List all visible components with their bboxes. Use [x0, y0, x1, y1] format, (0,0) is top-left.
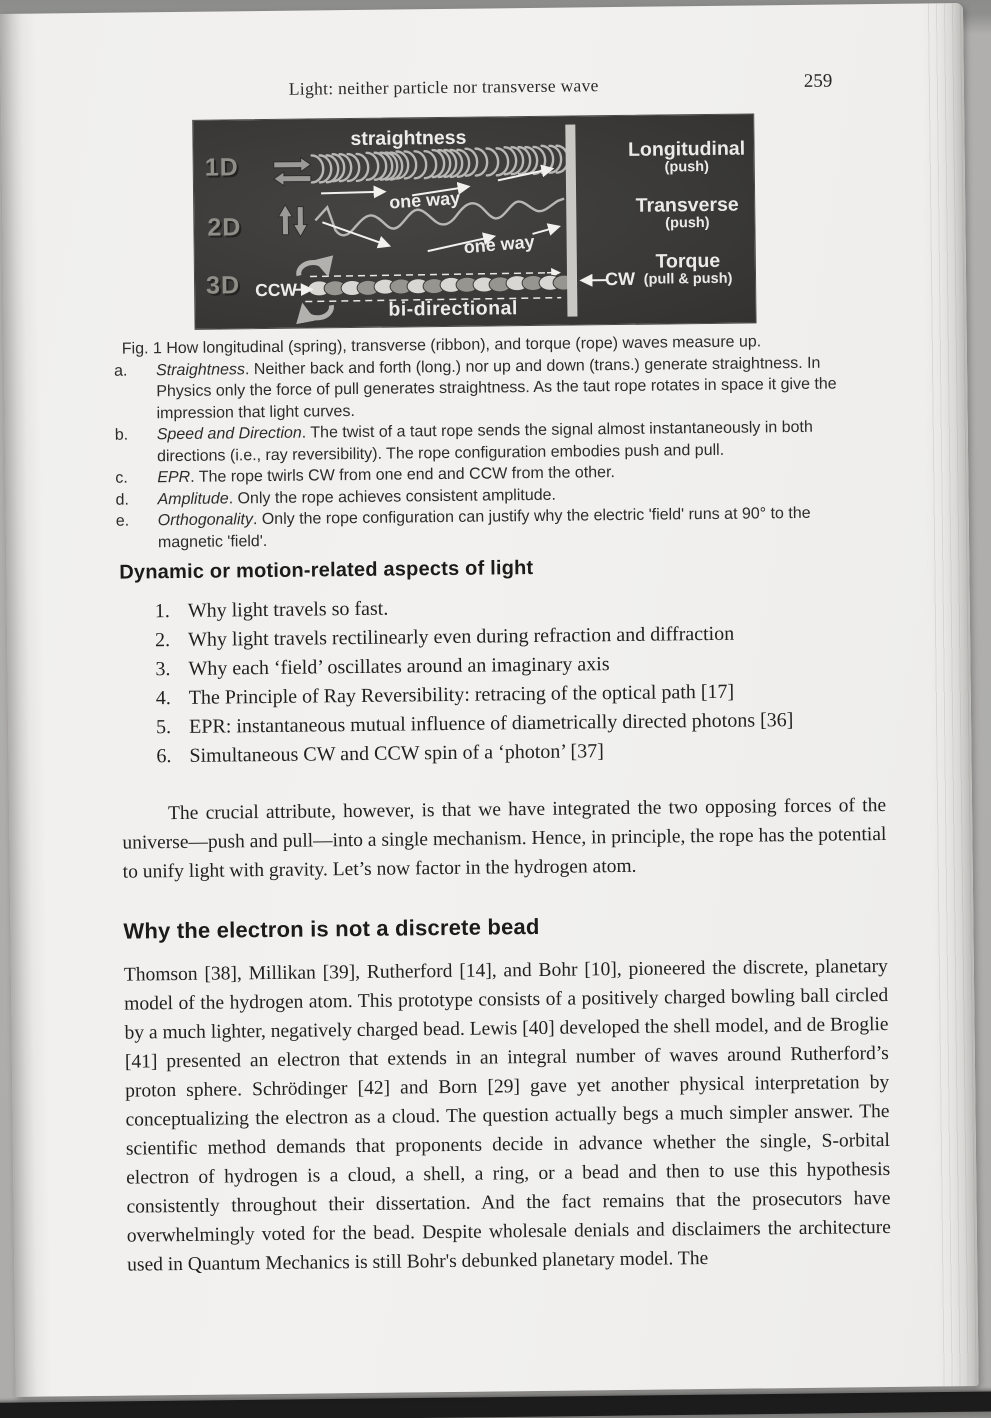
caption-item-e [112, 502, 857, 553]
legend-longitudinal [621, 138, 751, 176]
legend-longitudinal-sub: (push) [664, 159, 710, 176]
legend-torque-title: Torque [655, 249, 721, 273]
spring-coil-graphic [312, 146, 569, 183]
caption-item-term: EPR [157, 468, 191, 487]
list-item-number: 2. [154, 629, 171, 652]
dimension-label-3d: 3D [205, 271, 241, 300]
caption-item-text: . The twist of a taut rope sends the signal almost instantaneously in both directions (i.e., ray reversibility). The rope configuration embodies push and pull. [156, 418, 813, 465]
figure-caption [110, 330, 857, 553]
straightness-label: straightness [350, 126, 467, 151]
caption-item-letter: b. [114, 426, 129, 444]
legend-longitudinal-title: Longitudinal [627, 137, 746, 161]
legend-transverse [622, 194, 752, 232]
caption-item-letter: d. [115, 491, 129, 509]
figure-caption-lead: Fig. 1 How longitudinal (spring), transverse (ribbon), and torque (rope) waves measure up. [121, 333, 762, 358]
caption-item-letter: a. [113, 362, 128, 380]
one-way-label-top: one way [388, 187, 461, 213]
legend-transverse-title: Transverse [635, 193, 739, 217]
list-item-number: 1. [154, 600, 170, 623]
legend-torque [623, 250, 753, 288]
caption-item-letter: e. [115, 512, 130, 530]
one-way-arrow [532, 227, 558, 234]
caption-item-term: Amplitude [157, 489, 229, 508]
list-item-text: Why light travels so fast. [187, 597, 389, 622]
ccw-rotation-arrow-icon [303, 305, 331, 318]
legend-torque-sub: (pull & push) [643, 270, 733, 288]
list-item-text: EPR: instantaneous mutual influence of diametrically directed photons [36] [188, 709, 794, 738]
list-item-text: Simultaneous CW and CCW spin of a ‘photon’ [37] [189, 740, 604, 767]
list-item-number: 6. [156, 745, 172, 768]
legend-transverse-sub: (push) [665, 215, 710, 232]
dynamic-aspects-list [155, 589, 857, 771]
push-down-arrow-icon [293, 207, 307, 237]
list-item-text: The Principle of Ray Reversibility: retracing of the optical path [17] [188, 680, 735, 709]
figure-1-panel [192, 113, 756, 329]
page-number: 259 [803, 70, 833, 92]
list-item-number: 5. [155, 716, 172, 739]
dimension-label-1d: 1D [204, 153, 239, 182]
caption-item-text: . The rope twirls CW from one end and CCW from the other. [190, 464, 616, 486]
push-right-arrow-icon [274, 157, 311, 171]
book-page [0, 3, 979, 1397]
caption-item-text: . Only the rope achieves consistent amplitude. [228, 486, 557, 507]
cw-label: CW [604, 268, 636, 290]
one-way-label-mid: one way [462, 231, 536, 258]
section-heading-electron: Why the electron is not a discrete bead [123, 913, 540, 944]
caption-item-letter: c. [115, 469, 128, 487]
bidirectional-label: bi-directional [388, 297, 518, 321]
dimension-label-2d: 2D [207, 213, 242, 242]
rope-upper-dashed-line [310, 273, 545, 277]
caption-item-text: . Only the rope configuration can justify why the electric 'field' runs at 90° to the magnetic 'field'. [157, 504, 811, 551]
push-up-arrow-icon [278, 205, 292, 235]
ccw-label: CCW [255, 279, 298, 301]
running-head: Light: neither particle nor transverse wave [288, 75, 599, 99]
caption-item-text: . Neither back and forth (long.) nor up and down (trans.) generate straightness. In Physics only the force of pull generates straightness. As the taut rope rotates in space it give the impression that light curves. [156, 354, 837, 422]
list-item-text: Why light travels rectilinearly even during refraction and diffraction [187, 622, 735, 651]
list-item-text: Why each ‘field’ oscillates around an imaginary axis [188, 653, 610, 680]
list-item-number: 4. [155, 687, 171, 710]
caption-item-term: Straightness [155, 360, 246, 379]
section-heading-dynamic: Dynamic or motion-related aspects of light [119, 556, 534, 584]
one-way-arrow [321, 192, 384, 194]
list-item-number: 3. [155, 658, 171, 681]
body-paragraph-crucial-attribute: The crucial attribute, however, is that we have integrated the two opposing forces of the universe—push and pull—into a single mechanism. Hence, in principle, the rope has the potential to unify light with gravity. Let’s now factor in the hydrogen atom. [122, 795, 887, 883]
ccw-rotation-arrow-icon [299, 262, 327, 275]
body-paragraph-electron: Thomson [38], Millikan [39], Rutherford [14], and Bohr [10], pioneered the discrete, planetary model of the hydrogen atom. This prototype consists of a positively charged bowling ball circled by a much lighter, negatively charged bead. Lewis [40] developed the shell model, and de Broglie [41] presented an electron that extends in an integral number of waves around Rutherford’s proton sphere. Schrödinger [42] and Born [29] gave yet another physical interpretation by conceptualizing the electron as a cloud. The question actually begs a much simpler answer. The scientific method demands that proponents decide in advance whether the single, S-orbital electron of hydrogen is a cloud, a shell, a ring, or a bead and then to use this hypothesis consistently throughout their dissertation. And the fact remains that the prosecutors have overwhelmingly voted for the bead. Despite wholesale denials and disclaimers the architecture used in Quantum Mechanics is still Bohr's debunked planetary model. The [123, 955, 891, 1276]
caption-item-term: Orthogonality [157, 511, 254, 530]
push-left-arrow-icon [274, 171, 311, 185]
caption-item-term: Speed and Direction [156, 424, 302, 444]
caption-item-a [110, 352, 856, 425]
